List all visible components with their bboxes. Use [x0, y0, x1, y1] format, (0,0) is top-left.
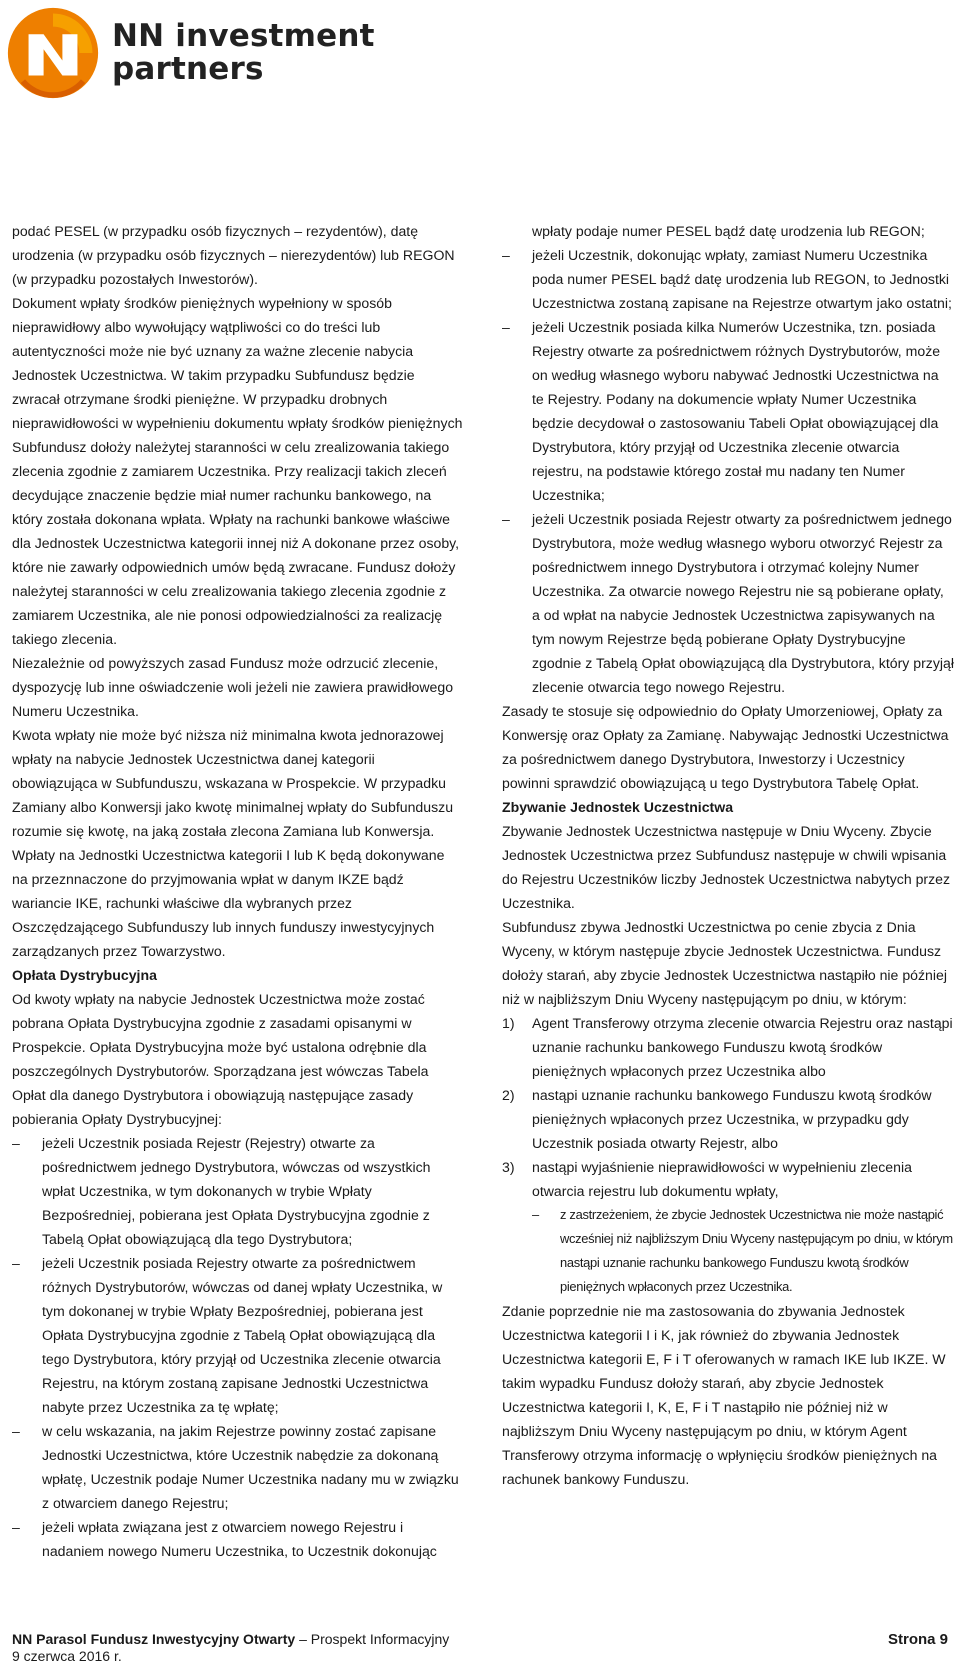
list-marker: – [502, 511, 510, 527]
paragraph: Zasady te stosuje się odpowiednio do Opłaty Umorzeniowej, Opłaty za Konwersję oraz Opłaty za Zamianę. Nabywając Jednostki Uczestnictwa za pośrednictwem danego Dystrybutora, Inwestorzy i Uczestnicy powinni sprawdzić obowiązującą u tego Dystrybutora Tabelę Opłat. [502, 703, 949, 791]
dash-list-item [502, 243, 954, 315]
list-marker: – [12, 1255, 20, 1271]
paragraph: Kwota wpłaty nie może być niższa niż minimalna kwota jednorazowej wpłaty na nabycie Jednostek Uczestnictwa danej kategorii obowiązująca w Subfunduszu, wskazana w Prospekcie. W przypadku Zamiany albo Konwersji jako kwotę minimalnej wpłaty do Subfunduszu rozumie się kwotę, na jaką została zlecona Zamiana lub Konwersja. [12, 727, 454, 839]
numbered-item [502, 1155, 954, 1203]
section-heading: Opłata Dystrybucyjna [12, 967, 157, 983]
list-item-text: w celu wskazania, na jakim Rejestrze powinny zostać zapisane Jednostki Uczestnictwa, które Uczestnik nabędzie za dokonaną wpłatę, Uczestnik podaje Numer Uczestnika nadany mu w związku z otwarciem danego Rejestru; [42, 1423, 459, 1511]
list-marker: – [12, 1519, 20, 1535]
footer-title [12, 1631, 712, 1648]
footer-doc-name: – Prospekt Informacyjny [295, 1631, 450, 1647]
paragraph: Niezależnie od powyższych zasad Fundusz może odrzucić zlecenie, dyspozycję lub inne oświadczenie woli jeżeli nie zawiera prawidłowego Numeru Uczestnika. [12, 655, 454, 719]
brand-line-1: NN investment [112, 18, 375, 54]
dash-list-item [502, 315, 954, 507]
brand-name [112, 20, 375, 86]
paragraph: Od kwoty wpłaty na nabycie Jednostek Uczestnictwa może zostać pobrana Opłata Dystrybucyjna zgodnie z zasadami opisanymi w Prospekcie. Opłata Dystrybucyjna może być ustalona odrębnie dla poszczególnych Dystrybutorów. Sporządzana jest wówczas Tabela Opłat dla danego Dystrybutora i obowiązują następujące zasady pobierania Opłaty Dystrybucyjnej: [12, 991, 429, 1127]
list-marker: – [12, 1135, 20, 1151]
page-number: Strona 9 [887, 1631, 948, 1648]
list-item-text: jeżeli Uczestnik posiada kilka Numerów Uczestnika, tzn. posiada Rejestry otwarte za pośrednictwem różnych Dystrybutorów, może on według własnego wyboru nabywać Jednostki Uczestnictwa na te Rejestry. Podany na dokumencie wpłaty Numer Uczestnika będzie decydował o zastosowaniu Tabeli Opłat obowiązującej dla Dystrybutora, który przyjął od Uczestnika zlecenie otwarcia rejestru, na podstawie którego został mu nadany ten Numer Uczestnika; [532, 319, 941, 503]
footer-fund-name: NN Parasol Fundusz Inwestycyjny Otwarty [12, 1631, 296, 1647]
paragraph: Zbywanie Jednostek Uczestnictwa następuje w Dniu Wyceny. Zbycie Jednostek Uczestnictwa przez Subfundusz następuje w chwili wpisania do Rejestru Uczestników liczby Jednostek Uczestnictwa nabytych przez Uczestnika. [502, 823, 951, 911]
dash-list-item [12, 1131, 464, 1251]
paragraph: wpłaty podaje numer PESEL bądź datę urodzenia lub REGON; [532, 223, 925, 239]
list-item-text: jeżeli Uczestnik, dokonując wpłaty, zamiast Numeru Uczestnika poda numer PESEL bądź datę urodzenia lub REGON, to Jednostki Uczestnictwa zostaną zapisane na Rejestrze otwartym jako ostatni; [532, 247, 952, 311]
nn-logo-icon [6, 6, 100, 100]
paragraph: Wpłaty na Jednostki Uczestnictwa kategorii I lub K będą dokonywane na przeznnaczone do przyjmowania wpłat w danym IKZE bądź wariancie IKE, rachunki właściwe dla wybranych przez Oszczędzającego Subfunduszy lub innych funduszy inwestycyjnych zarządzanych przez Towarzystwo. [12, 847, 445, 959]
paragraph: Zdanie poprzednie nie ma zastosowania do zbywania Jednostek Uczestnictwa kategorii I i K, jak również do zbywania Jednostek Uczestnictwa kategorii E, F i T oferowanych w ramach IKE lub IKZE. W takim wypadku Fundusz dołoży starań, aby zbycie Jednostek Uczestnictwa kategorii I, K, E, F i T nastąpiło nie później niż w najbliższym Dniu Wyceny następującym po dniu, w którym Agent Transferowy otrzyma informację o wpłynięciu środków pieniężnych na rachunek bankowy Funduszu. [502, 1303, 946, 1487]
list-item-text: Agent Transferowy otrzyma zlecenie otwarcia Rejestru oraz nastąpi uznanie rachunku bankowego Funduszu kwotą środków pieniężnych wpłaconych przez Uczestnika albo [532, 1015, 953, 1079]
list-marker: – [532, 1207, 539, 1222]
list-marker: 2) [502, 1087, 515, 1103]
paragraph: Dokument wpłaty środków pieniężnych wypełniony w sposób nieprawidłowy albo wywołujący wątpliwości co do treści lub autentyczności może nie być uznany za ważne zlecenie nabycia Jednostek Uczestnictwa. W takim przypadku Subfundusz będzie zwracał otrzymane środki pieniężne. W przypadku drobnych nieprawidłowości w wypełnieniu dokumentu wpłaty środków pieniężnych Subfundusz dołoży należytej staranności w celu zrealizowania takiego zlecenia zgodnie z zamiarem Uczestnika. Przy realizacji takich zleceń decydujące znaczenie będzie miał numer rachunku bankowego, na który została dokonana wpłata. Wpłaty na rachunki bankowe właściwe dla Jednostek Uczestnictwa kategorii innej niż A dokonane przez osoby, które nie zawarły odpowiednich umów będą zwracane. Fundusz dołoży należytej staranności w celu zrealizowania takiego zlecenia zgodnie z zamiarem Uczestnika, ale nie ponosi odpowiedzialności za realizację takiego zlecenia. [12, 295, 463, 647]
dash-list-item [502, 1203, 954, 1299]
dash-list-item [12, 1515, 464, 1563]
list-marker: – [502, 247, 510, 263]
section-heading: Zbywanie Jednostek Uczestnictwa [502, 799, 734, 815]
dash-list-item [12, 1419, 464, 1515]
numbered-item [502, 1083, 954, 1155]
paragraph: Subfundusz zbywa Jednostki Uczestnictwa po cenie zbycia z Dnia Wyceny, w którym następuje zbycie Jednostek Uczestnictwa. Fundusz dołoży starań, aby zbycie Jednostek Uczestnictwa nastąpiło nie później niż w najbliższym Dniu Wyceny następującym po dniu, w którym: [502, 919, 947, 1007]
list-item-text: nastąpi uznanie rachunku bankowego Funduszu kwotą środków pieniężnych wpłaconych przez Uczestnika, w przypadku gdy Uczestnik posiada otwarty Rejestr, albo [532, 1087, 932, 1151]
dash-list-item [12, 1251, 464, 1419]
list-marker: – [12, 1423, 20, 1439]
numbered-item [502, 1011, 954, 1083]
paragraph: podać PESEL (w przypadku osób fizycznych – rezydentów), datę urodzenia (w przypadku osób fizycznych – nierezydentów) lub REGON (w przypadku pozostałych Inwestorów). [12, 223, 455, 287]
list-item-text: jeżeli wpłata związana jest z otwarciem nowego Rejestru i nadaniem nowego Numeru Uczestnika, to Uczestnik dokonując [42, 1519, 437, 1559]
list-marker: 1) [502, 1015, 515, 1031]
header [6, 6, 426, 106]
brand-line-2: partners [112, 51, 264, 87]
list-item-text: jeżeli Uczestnik posiada Rejestry otwarte za pośrednictwem różnych Dystrybutorów, wówczas od danej wpłaty Uczestnika, w tym dokonanej w trybie Wpłaty Bezpośredniej, pobierana jest Opłata Dystrybucyjna zgodnie z Tabelą Opłat obowiązującą dla tego Dystrybutora, który przyjął od Uczestnika zlecenie otwarcia Rejestru, na którym zostaną zapisane Jednostki Uczestnictwa nabyte przez Uczestnika za tę wpłatę; [42, 1255, 443, 1415]
dash-list-item [502, 507, 954, 699]
footer-left [12, 1631, 712, 1665]
right-column [502, 219, 954, 1491]
list-item-text: z zastrzeżeniem, że zbycie Jednostek Uczestnictwa nie może nastąpić wcześniej niż najbliższym Dniu Wyceny następującym po dniu, w którym nastąpi uznanie rachunku bankowego Funduszu kwotą środków pieniężnych wpłaconych przez Uczestnika. [560, 1207, 953, 1294]
footer-date: 9 czerwca 2016 r. [12, 1648, 122, 1664]
list-item-text: nastąpi wyjaśnienie nieprawidłowości w wypełnieniu zlecenia otwarcia rejestru lub dokumentu wpłaty, [532, 1159, 912, 1199]
left-column [12, 219, 464, 1563]
list-item-text: jeżeli Uczestnik posiada Rejestr (Rejestry) otwarte za pośrednictwem jednego Dystrybutora, wówczas od wszystkich wpłat Uczestnika, w tym dokonanych w trybie Wpłaty Bezpośredniej, pobierana jest Opłata Dystrybucyjna zgodnie z Tabelą Opłat obowiązującą dla tego Dystrybutora; [42, 1135, 431, 1247]
list-item-text: jeżeli Uczestnik posiada Rejestr otwarty za pośrednictwem jednego Dystrybutora, może według własnego wyboru otworzyć Rejestr za pośrednictwem innego Dystrybutora i otrzymać kolejny Numer Uczestnika. Za otwarcie nowego Rejestru nie są pobierane opłaty, a od wpłat na nabycie Jednostek Uczestnictwa zapisywanych na tym nowym Rejestrze będą pobierane Opłaty Dystrybucyjne zgodnie z Tabelą Opłat obowiązującą dla Dystrybutora, który przyjął zlecenie otwarcia tego nowego Rejestru. [532, 511, 954, 695]
list-marker: 3) [502, 1159, 515, 1175]
list-marker: – [502, 319, 510, 335]
